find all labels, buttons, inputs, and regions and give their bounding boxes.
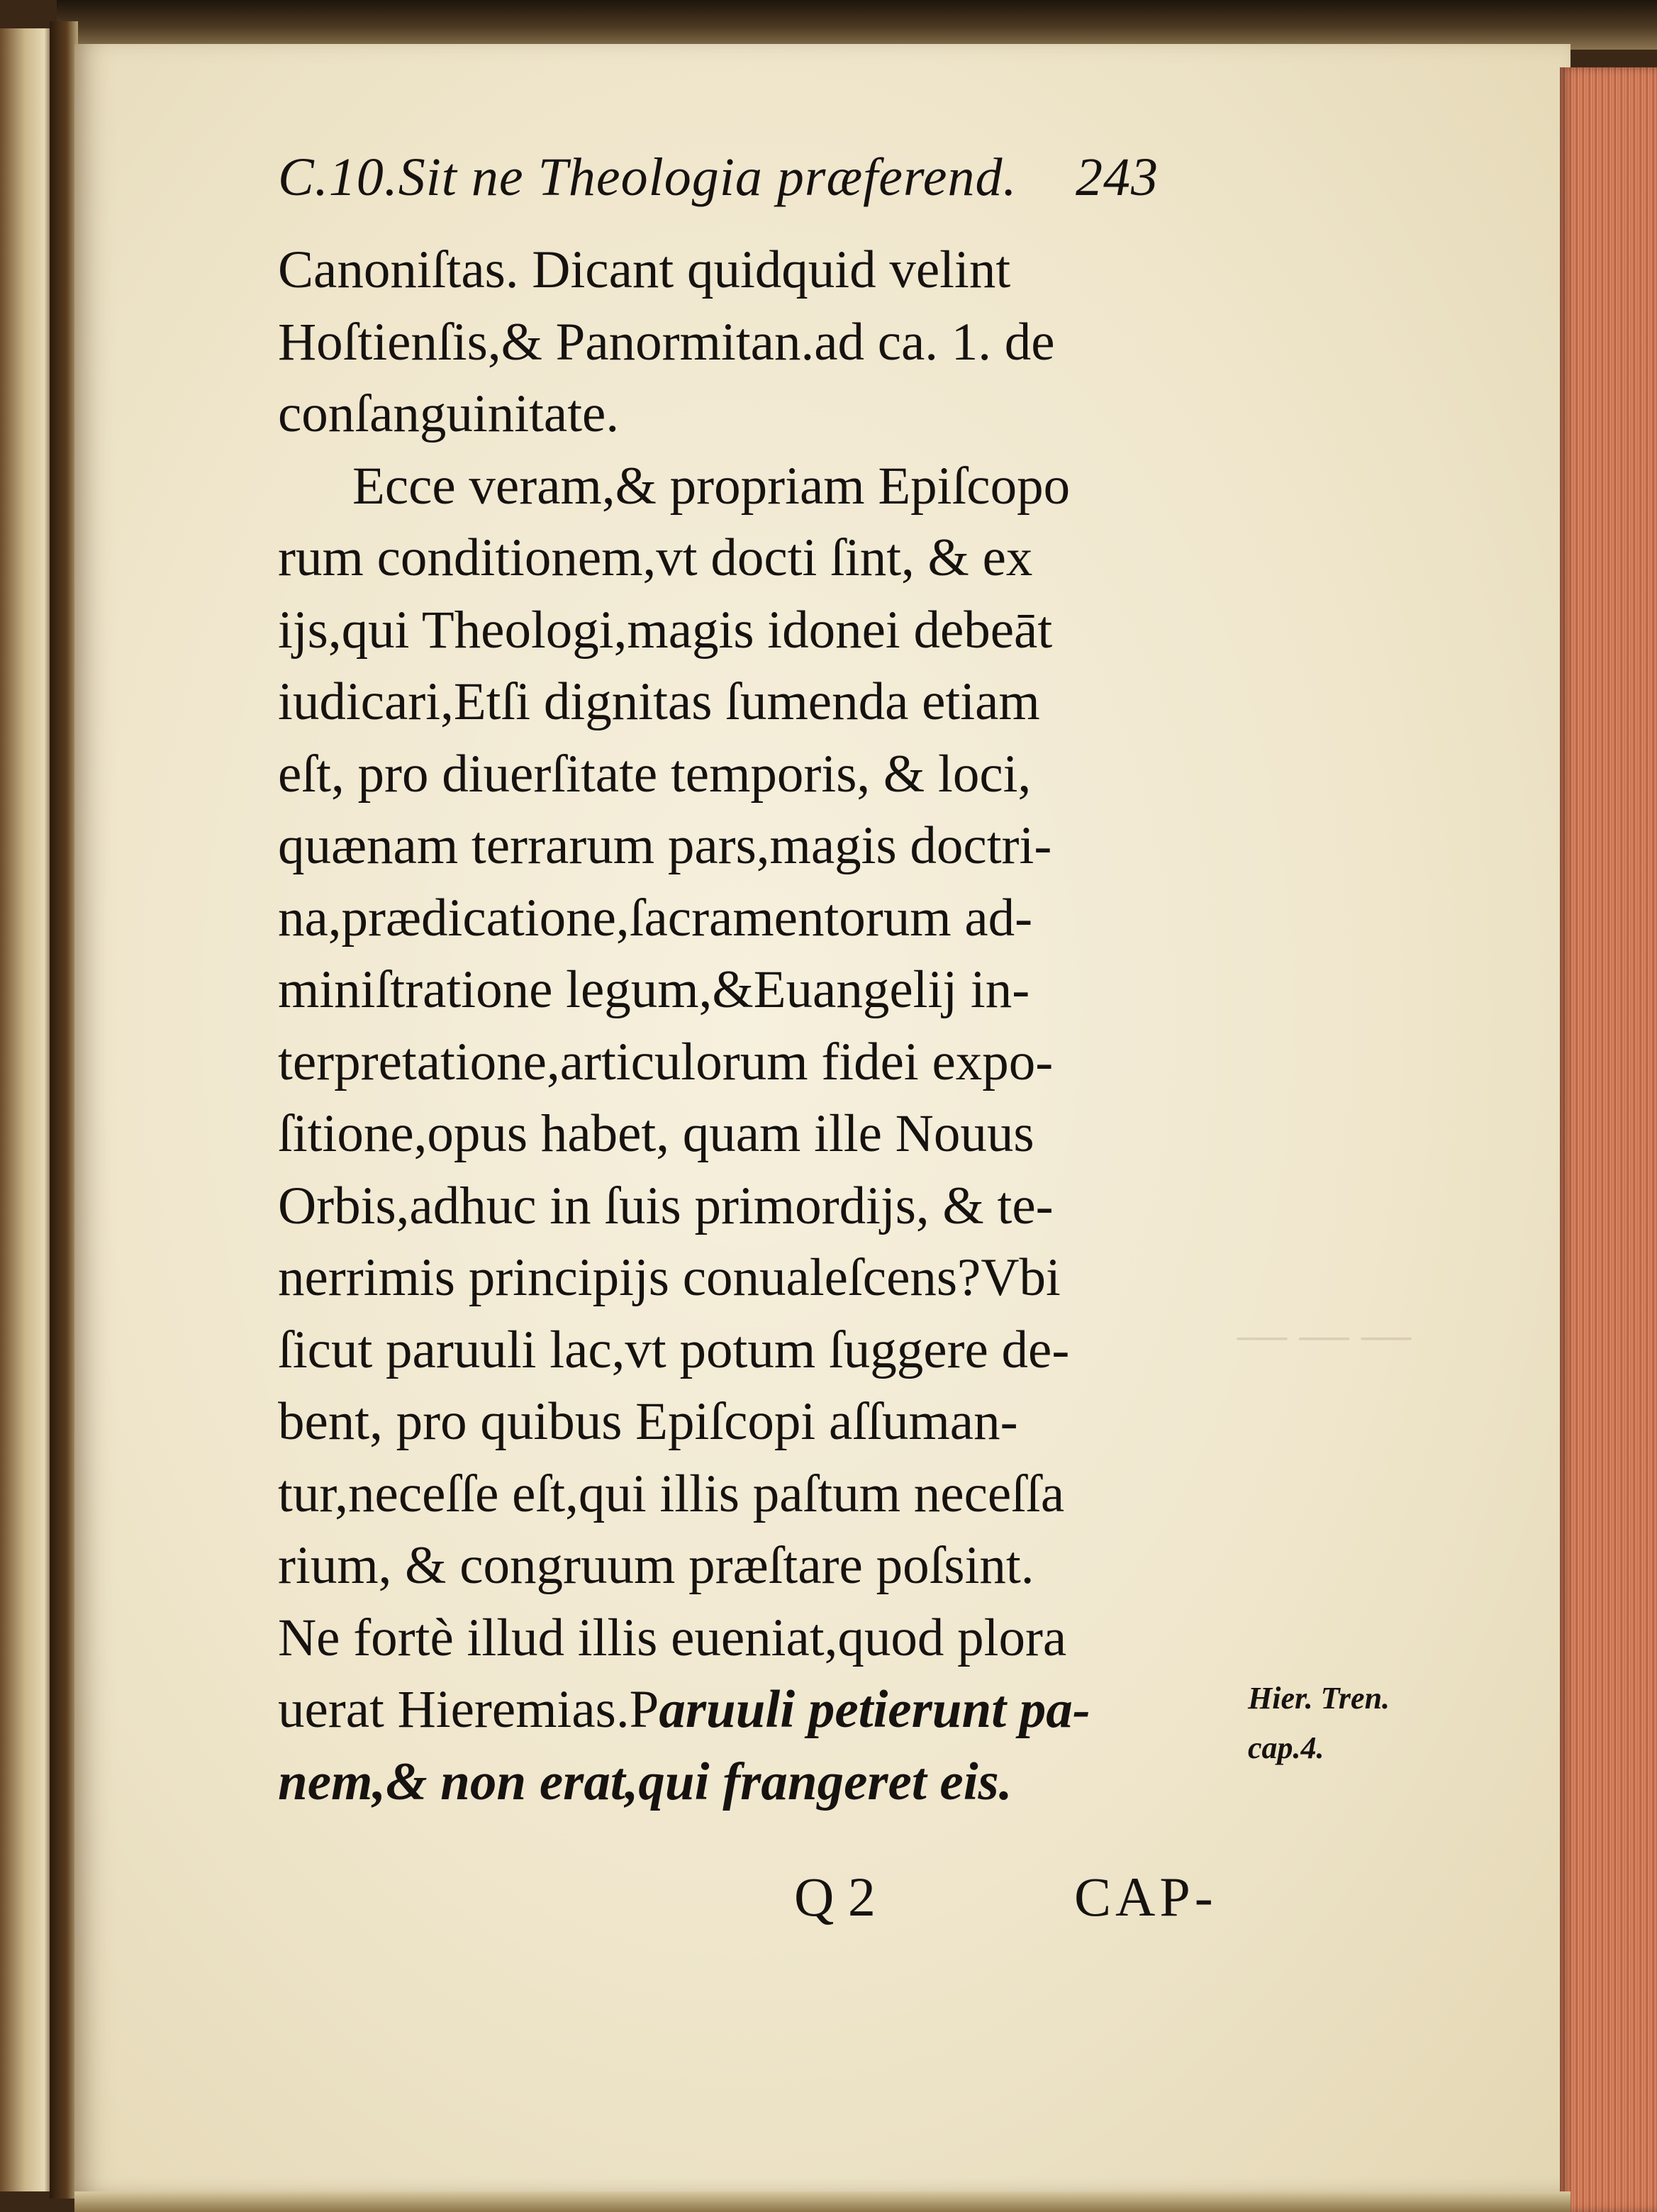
body-text bbox=[278, 234, 1228, 1818]
text-line-roman: uerat Hieremias.P bbox=[278, 1680, 659, 1739]
text-line: Hoſtienſis,& Panormitan.ad ca. 1. de bbox=[278, 312, 1055, 372]
book-gutter bbox=[50, 21, 78, 2199]
text-line: iudicari,Etſi dignitas ſumenda etiam bbox=[278, 672, 1040, 731]
text-line: ſitione,opus habet, quam ille Nouus bbox=[278, 1104, 1034, 1163]
catchword: CAP- bbox=[1074, 1866, 1217, 1928]
text-line: eſt, pro diuerſitate temporis, & loci, bbox=[278, 744, 1032, 804]
text-line: rum conditionem,vt docti ſint, & ex bbox=[278, 528, 1033, 587]
text-line: terpretatione,articulorum fidei expo- bbox=[278, 1032, 1054, 1091]
text-line: na,prædicatione,ſacramentorum ad- bbox=[278, 888, 1033, 947]
text-line: rium, & congruum præſtare poſsint. bbox=[278, 1536, 1034, 1595]
text-line: Ne fortè illud illis eueniat,quod plora bbox=[278, 1608, 1067, 1667]
text-line: nerrimis principijs conualeſcens?Vbi bbox=[278, 1248, 1061, 1307]
text-line: Canoniſtas. Dicant quidquid velint bbox=[278, 240, 1011, 299]
text-line bbox=[278, 1746, 1228, 1818]
text-line: ſicut paruuli lac,vt potum ſuggere de- bbox=[278, 1320, 1070, 1379]
text-line: bent, pro quibus Epiſcopi aſſuman- bbox=[278, 1392, 1018, 1451]
text-line: Orbis,adhuc in ſuis primordijs, & te- bbox=[278, 1176, 1054, 1235]
quotation-italic: aruuli petierunt pa- bbox=[659, 1680, 1090, 1739]
page-number: 243 bbox=[1076, 148, 1159, 207]
running-head bbox=[278, 142, 1200, 213]
text-line bbox=[278, 1674, 1228, 1746]
text-line: miniſtratione legum,&Euangelij in- bbox=[278, 960, 1030, 1019]
text-line: ijs,qui Theologi,magis idonei debeāt bbox=[278, 600, 1053, 660]
page-fore-edge bbox=[1560, 67, 1657, 2212]
show-through-text: — — — bbox=[1237, 1307, 1411, 1362]
marginal-note-line: Hier. Tren. bbox=[1248, 1681, 1390, 1716]
running-head-title: C.10.Sit ne Theologia præferend. bbox=[278, 148, 1017, 207]
text-line: conſanguinitate. bbox=[278, 384, 620, 443]
book-top-edge bbox=[57, 0, 1657, 50]
book-bottom-edge bbox=[74, 2191, 1570, 2212]
facing-page-edge bbox=[0, 28, 55, 2191]
text-line: Ecce veram,& propriam Epiſcopo bbox=[352, 456, 1071, 516]
quotation-italic: nem,& non erat,qui frangeret eis. bbox=[278, 1752, 1012, 1811]
marginal-note bbox=[1248, 1674, 1390, 1773]
text-line: tur,neceſſe eſt,qui illis paſtum neceſſa bbox=[278, 1464, 1065, 1523]
signature-mark: Q 2 bbox=[794, 1866, 876, 1928]
marginal-note-line: cap.4. bbox=[1248, 1730, 1324, 1765]
text-line: quænam terrarum pars,magis doctri- bbox=[278, 816, 1052, 875]
